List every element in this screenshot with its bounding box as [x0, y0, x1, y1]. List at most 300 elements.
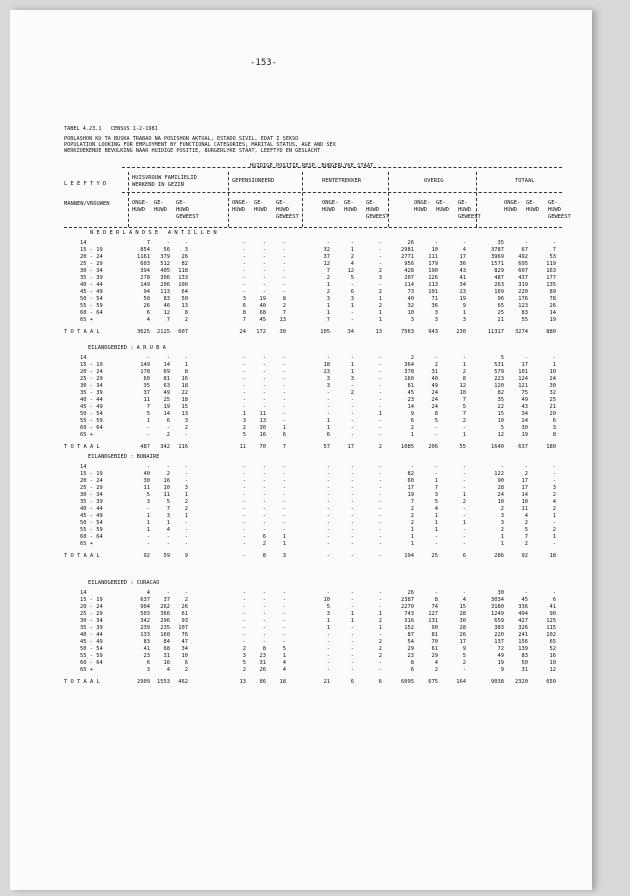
table-cell: 1: [378, 625, 382, 631]
table-cell: 2: [500, 527, 504, 533]
table-cell: 30: [497, 590, 504, 596]
table-cell: 4: [146, 590, 150, 596]
table-cell: 383: [494, 625, 504, 631]
table-cell: 86: [259, 679, 266, 685]
table-cell: 160: [404, 376, 414, 382]
table-cell: -: [282, 383, 286, 389]
table-cell: 3: [242, 418, 246, 424]
table-row: [10, 625, 592, 632]
table-cell: 492: [518, 254, 528, 260]
table-cell: 65: [549, 639, 556, 645]
table-cell: 60: [143, 376, 150, 382]
table-cell: 6: [262, 534, 266, 540]
table-cell: 316: [404, 618, 414, 624]
table-cell: -: [434, 355, 438, 361]
table-cell: 26: [181, 254, 188, 260]
table-row: [10, 369, 592, 376]
table-cell: 1: [552, 513, 556, 519]
table-cell: -: [350, 397, 354, 403]
table-cell: 71: [431, 296, 438, 302]
table-cell: -: [282, 362, 286, 368]
table-cell: -: [184, 534, 188, 540]
age-group: 50 - 54: [80, 646, 103, 652]
table-cell: -: [326, 513, 330, 519]
table-cell: -: [326, 653, 330, 659]
table-cell: 394: [140, 268, 150, 274]
table-cell: 64: [181, 289, 188, 295]
table-cell: 2: [378, 618, 382, 624]
table-cell: 1: [242, 411, 246, 417]
table-cell: 607: [518, 268, 528, 274]
table-cell: -: [378, 520, 382, 526]
table-cell: 120: [494, 383, 504, 389]
table-cell: 2: [184, 499, 188, 505]
table-cell: 30: [459, 618, 466, 624]
table-cell: 13: [181, 411, 188, 417]
table-cell: 1: [462, 310, 466, 316]
table-row: [10, 425, 592, 432]
table-cell: 2: [410, 520, 414, 526]
table-cell: -: [326, 667, 330, 673]
table-cell: -: [410, 464, 414, 470]
table-cell: 19: [549, 317, 556, 323]
table-cell: -: [350, 646, 354, 652]
sub-header-label: HUWD: [232, 207, 245, 213]
table-cell: 366: [160, 611, 170, 617]
table-cell: 133: [140, 632, 150, 638]
table-cell: 2: [378, 639, 382, 645]
table-cell: 59: [163, 553, 170, 559]
table-cell: -: [262, 240, 266, 246]
table-cell: 1: [184, 513, 188, 519]
sub-header-label: GE-: [176, 200, 186, 206]
table-row: [10, 611, 592, 618]
sub-header-label: HUWD: [176, 207, 189, 213]
table-cell: -: [262, 597, 266, 603]
table-cell: 5: [282, 646, 286, 652]
table-cell: 7: [146, 240, 150, 246]
table-cell: 1: [350, 369, 354, 375]
table-cell: 880: [546, 329, 556, 335]
table-row: [10, 653, 592, 660]
table-cell: 133: [178, 275, 188, 281]
table-cell: -: [262, 471, 266, 477]
table-cell: 6: [410, 667, 414, 673]
table-cell: -: [262, 247, 266, 253]
table-cell: 3: [282, 553, 286, 559]
table-cell: 3: [326, 611, 330, 617]
table-cell: 14: [521, 492, 528, 498]
table-cell: -: [378, 404, 382, 410]
table-cell: -: [552, 590, 556, 596]
age-group: 14: [80, 240, 87, 246]
table-cell: -: [242, 254, 246, 260]
page-number: -153-: [250, 58, 278, 68]
table-cell: -: [146, 355, 150, 361]
table-cell: 8: [552, 432, 556, 438]
table-cell: 3: [552, 425, 556, 431]
table-cell: -: [282, 478, 286, 484]
table-cell: 101: [428, 289, 438, 295]
table-cell: -: [326, 590, 330, 596]
age-group: 15 - 19: [80, 597, 103, 603]
table-row: [10, 376, 592, 383]
table-cell: -: [524, 240, 528, 246]
table-cell: 1: [434, 478, 438, 484]
table-cell: 4: [552, 499, 556, 505]
header-caption: HUIDIGE POSITIE RESP. BURGERLYKE STAAT: [250, 163, 374, 169]
table-cell: 137: [494, 639, 504, 645]
table-row: [10, 240, 592, 247]
table-cell: -: [262, 625, 266, 631]
table-cell: 190: [428, 268, 438, 274]
table-cell: -: [552, 464, 556, 470]
total-label: T O T A A L: [64, 679, 100, 685]
table-cell: -: [282, 632, 286, 638]
table-cell: 3034: [491, 597, 504, 603]
table-cell: 10: [407, 310, 414, 316]
table-cell: 2: [326, 289, 330, 295]
table-cell: 7: [326, 268, 330, 274]
table-cell: -: [146, 534, 150, 540]
table-cell: 28: [497, 485, 504, 491]
table-cell: -: [350, 499, 354, 505]
table-cell: 19: [497, 660, 504, 666]
table-cell: 10: [459, 390, 466, 396]
table-cell: 61: [431, 646, 438, 652]
table-cell: -: [462, 240, 466, 246]
age-group: 20 - 24: [80, 604, 103, 610]
sub-header-label: GE-: [154, 200, 164, 206]
table-cell: 5: [434, 418, 438, 424]
table-cell: 7: [524, 534, 528, 540]
table-cell: -: [462, 464, 466, 470]
table-cell: 17: [521, 478, 528, 484]
table-cell: 3: [184, 418, 188, 424]
table-row: [10, 646, 592, 653]
table-cell: -: [184, 520, 188, 526]
table-cell: 2: [524, 471, 528, 477]
table-cell: -: [434, 425, 438, 431]
table-cell: -: [184, 464, 188, 470]
table-cell: 4: [282, 667, 286, 673]
table-cell: -: [350, 240, 354, 246]
table-cell: 5: [462, 404, 466, 410]
table-cell: 2: [410, 513, 414, 519]
table-cell: 82: [497, 390, 504, 396]
table-cell: 50: [143, 296, 150, 302]
age-group: 60 - 64: [80, 534, 103, 540]
table-cell: 31: [431, 369, 438, 375]
table-cell: 2: [462, 660, 466, 666]
age-group: 20 - 24: [80, 369, 103, 375]
table-cell: -: [184, 541, 188, 547]
table-cell: -: [378, 492, 382, 498]
table-cell: -: [242, 604, 246, 610]
age-group: 35 - 39: [80, 625, 103, 631]
table-cell: 69: [163, 369, 170, 375]
table-cell: 81: [407, 383, 414, 389]
table-cell: 35: [497, 240, 504, 246]
table-cell: 336: [518, 604, 528, 610]
table-cell: -: [166, 425, 170, 431]
table-cell: -: [350, 317, 354, 323]
table-cell: 36: [459, 261, 466, 267]
table-cell: -: [524, 590, 528, 596]
table-cell: -: [242, 499, 246, 505]
table-cell: 40: [431, 376, 438, 382]
table-cell: 1: [350, 362, 354, 368]
table-cell: -: [326, 240, 330, 246]
table-cell: 607: [178, 329, 188, 335]
age-group: 50 - 54: [80, 520, 103, 526]
sub-header-label: GE-: [548, 200, 558, 206]
table-cell: 177: [546, 275, 556, 281]
table-cell: -: [378, 383, 382, 389]
table-cell: 462: [178, 679, 188, 685]
table-cell: 36: [431, 303, 438, 309]
table-cell: -: [262, 485, 266, 491]
age-group: 35 - 39: [80, 275, 103, 281]
table-cell: -: [282, 268, 286, 274]
table-cell: -: [552, 541, 556, 547]
table-cell: -: [378, 513, 382, 519]
table-cell: 26: [143, 303, 150, 309]
table-cell: 24: [431, 397, 438, 403]
table-cell: -: [350, 553, 354, 559]
table-cell: -: [242, 376, 246, 382]
table-cell: -: [326, 553, 330, 559]
table-cell: 17: [459, 254, 466, 260]
table-cell: -: [350, 527, 354, 533]
table-cell: 63: [163, 383, 170, 389]
table-cell: -: [242, 513, 246, 519]
table-cell: -: [350, 485, 354, 491]
table-cell: 139: [518, 646, 528, 652]
table-row: [10, 383, 592, 390]
table-row: [10, 397, 592, 404]
table-cell: 9: [500, 667, 504, 673]
table-cell: 23: [143, 653, 150, 659]
table-cell: 207: [404, 275, 414, 281]
table-cell: 11: [143, 397, 150, 403]
table-cell: -: [166, 355, 170, 361]
title-dutch: WERKZOEKENDE BEVOLKING NAAR HUIDIGE POSITIE, BURGERLYKE STAAT, LEEFTYD EN GESLACHT: [64, 148, 321, 154]
table-cell: -: [282, 499, 286, 505]
sub-header-label: GEWEEST: [276, 214, 299, 220]
table-row: [10, 492, 592, 499]
table-cell: -: [350, 597, 354, 603]
table-cell: 2: [378, 268, 382, 274]
table-cell: 9: [462, 303, 466, 309]
table-cell: -: [262, 632, 266, 638]
table-cell: 3: [166, 513, 170, 519]
table-cell: -: [242, 553, 246, 559]
age-group: 55 - 59: [80, 527, 103, 533]
table-cell: -: [262, 383, 266, 389]
age-group: 35 - 39: [80, 499, 103, 505]
table-cell: 1: [462, 432, 466, 438]
table-cell: 32: [549, 390, 556, 396]
table-cell: -: [378, 660, 382, 666]
table-cell: 2387: [401, 597, 414, 603]
section-title: EILANDGEBIED : CURACAO: [88, 580, 160, 586]
table-cell: -: [184, 590, 188, 596]
table-cell: -: [350, 632, 354, 638]
table-cell: 41: [459, 275, 466, 281]
table-cell: 13: [375, 329, 382, 335]
table-cell: -: [378, 527, 382, 533]
table-cell: -: [462, 534, 466, 540]
sub-header-label: HUWD: [132, 207, 145, 213]
table-cell: 2: [524, 520, 528, 526]
table-cell: 9: [410, 411, 414, 417]
table-cell: -: [282, 513, 286, 519]
group-rentetrekker: RENTETREKKER: [322, 178, 361, 184]
sub-header-label: HUWD: [344, 207, 357, 213]
table-cell: 3: [434, 492, 438, 498]
table-cell: 61: [181, 611, 188, 617]
table-cell: 326: [518, 625, 528, 631]
table-cell: 93: [181, 618, 188, 624]
table-cell: 3: [434, 317, 438, 323]
table-cell: 487: [140, 444, 150, 450]
table-cell: 6: [462, 553, 466, 559]
table-cell: 2981: [401, 247, 414, 253]
table-cell: 1: [462, 492, 466, 498]
table-cell: 70: [431, 639, 438, 645]
table-cell: -: [434, 432, 438, 438]
table-cell: 2: [184, 506, 188, 512]
table-cell: 1: [146, 520, 150, 526]
table-cell: 1085: [401, 444, 414, 450]
table-cell: 30: [279, 329, 286, 335]
table-cell: 6: [146, 660, 150, 666]
table-cell: 176: [518, 296, 528, 302]
table-cell: 172: [256, 329, 266, 335]
table-cell: 4: [524, 513, 528, 519]
group-overig: OVERIG: [424, 178, 444, 184]
table-cell: 1553: [157, 679, 170, 685]
table-row: [10, 471, 592, 478]
table-cell: -: [350, 478, 354, 484]
table-cell: -: [462, 541, 466, 547]
table-cell: 16: [181, 376, 188, 382]
table-cell: 2909: [137, 679, 150, 685]
table-cell: 3: [184, 247, 188, 253]
table-cell: 31: [521, 667, 528, 673]
table-cell: 342: [160, 444, 170, 450]
table-cell: 49: [521, 397, 528, 403]
table-cell: -: [242, 369, 246, 375]
table-cell: 21: [323, 679, 330, 685]
table-cell: 206: [160, 282, 170, 288]
table-cell: 23: [407, 397, 414, 403]
table-cell: 10: [431, 247, 438, 253]
table-cell: 1: [378, 310, 382, 316]
table-cell: 3: [326, 376, 330, 382]
table-cell: 124: [518, 376, 528, 382]
table-cell: 8: [242, 310, 246, 316]
table-cell: 3: [242, 653, 246, 659]
table-cell: 122: [494, 471, 504, 477]
sub-header-label: HUWD: [526, 207, 539, 213]
table-cell: 428: [404, 268, 414, 274]
table-cell: -: [462, 471, 466, 477]
age-group: 30 - 34: [80, 492, 103, 498]
table-cell: 7: [282, 444, 286, 450]
table-cell: 37: [323, 254, 330, 260]
table-cell: -: [146, 506, 150, 512]
table-cell: 12: [347, 268, 354, 274]
table-cell: 70: [259, 444, 266, 450]
table-row: [10, 506, 592, 513]
total-row: [10, 329, 592, 336]
table-cell: -: [378, 553, 382, 559]
table-cell: 2125: [157, 329, 170, 335]
table-cell: 1: [146, 513, 150, 519]
group-totaal: TOTAAL: [515, 178, 535, 184]
table-cell: 904: [140, 604, 150, 610]
table-cell: 7: [282, 310, 286, 316]
section-title: N E D E R L A N D S E A N T I L L E N: [90, 230, 217, 236]
table-cell: 55: [521, 317, 528, 323]
table-cell: 102: [546, 632, 556, 638]
table-row: [10, 418, 592, 425]
table-cell: 6: [184, 660, 188, 666]
table-cell: -: [326, 632, 330, 638]
table-cell: 16: [163, 478, 170, 484]
age-group: 40 - 44: [80, 282, 103, 288]
table-cell: 83: [163, 296, 170, 302]
age-group: 14: [80, 590, 87, 596]
table-cell: -: [242, 618, 246, 624]
table-row: [10, 604, 592, 611]
total-label: T O T A A L: [64, 444, 100, 450]
table-cell: -: [242, 390, 246, 396]
table-cell: 17: [347, 444, 354, 450]
table-cell: -: [282, 639, 286, 645]
table-cell: 3: [326, 296, 330, 302]
age-group: 45 - 49: [80, 404, 103, 410]
table-row: [10, 478, 592, 485]
table-cell: -: [326, 639, 330, 645]
sub-header-label: HUWD: [548, 207, 561, 213]
table-cell: 81: [163, 376, 170, 382]
table-cell: -: [350, 506, 354, 512]
table-row: [10, 303, 592, 310]
table-cell: 84: [163, 639, 170, 645]
table-cell: 41: [143, 646, 150, 652]
table-cell: -: [242, 355, 246, 361]
table-cell: 54: [407, 639, 414, 645]
sub-header-label: GEWEEST: [548, 214, 571, 220]
table-cell: 10: [549, 660, 556, 666]
age-group: 25 - 29: [80, 611, 103, 617]
age-group: 25 - 29: [80, 376, 103, 382]
table-cell: 118: [178, 268, 188, 274]
table-cell: 45: [407, 390, 414, 396]
table-row: [10, 289, 592, 296]
table-cell: -: [326, 390, 330, 396]
sub-header-label: GE-: [344, 200, 354, 206]
table-cell: -: [350, 541, 354, 547]
table-cell: 55: [459, 444, 466, 450]
table-cell: 5: [500, 425, 504, 431]
table-cell: 220: [494, 632, 504, 638]
table-cell: 41: [549, 604, 556, 610]
table-cell: -: [282, 240, 286, 246]
